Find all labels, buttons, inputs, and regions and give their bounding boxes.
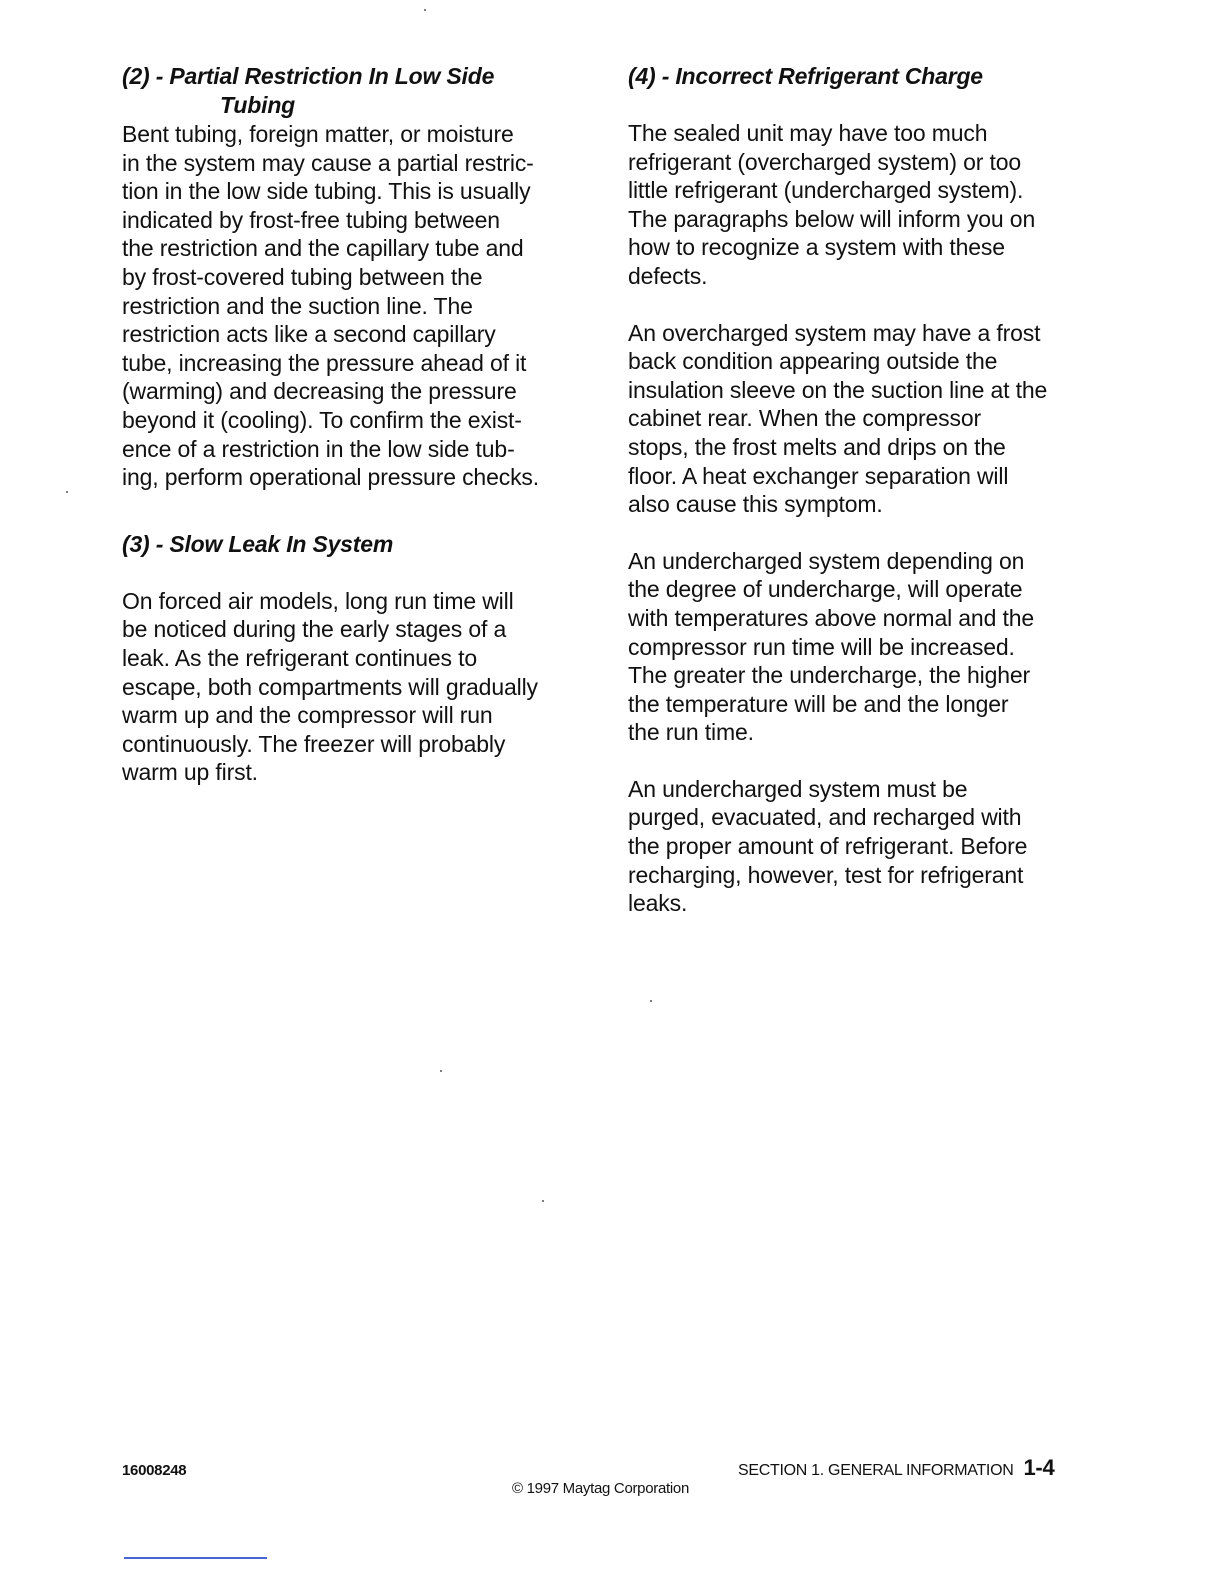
text-line: the degree of undercharge, will operate (628, 576, 1023, 603)
section-2-paragraph (122, 120, 600, 492)
scan-speck (66, 491, 68, 493)
text-line: ing, perform operational pressure checks. (122, 464, 540, 491)
scan-speck (424, 9, 426, 11)
text-line: recharging, however, test for refrigerant (628, 861, 1024, 888)
text-line: tube, increasing the pressure ahead of it (122, 349, 527, 376)
text-line: how to recognize a system with these (628, 234, 1005, 261)
text-line: warm up and the compressor will run (122, 702, 493, 729)
text-line: An overcharged system may have a frost (628, 319, 1041, 346)
section-4-paragraph-2 (628, 319, 1106, 519)
text-line: The sealed unit may have too much (628, 120, 988, 146)
text-line: leaks. (628, 890, 688, 917)
text-line: defects. (628, 262, 708, 289)
section-3-heading: (3) - Slow Leak In System (122, 530, 394, 557)
section-2-heading (122, 62, 600, 120)
section-4-heading: (4) - Incorrect Refrigerant Charge (628, 63, 983, 89)
text-line: be noticed during the early stages of a (122, 616, 507, 643)
text-line: tion in the low side tubing. This is usually (122, 178, 531, 205)
text-line: escape, both compartments will gradually (122, 673, 538, 700)
text-line: An undercharged system must be (628, 775, 968, 802)
page-number: 1-4 (1023, 1455, 1055, 1480)
section-label: SECTION 1. GENERAL INFORMATION (738, 1462, 1014, 1479)
text-line: cabinet rear. When the compressor (628, 405, 981, 432)
section-4-paragraph-4 (628, 775, 1106, 918)
text-line: in the system may cause a partial restric- (122, 149, 534, 176)
section-2-heading-line1: (2) - Partial Restriction In Low Side (122, 63, 495, 89)
text-line: stops, the frost melts and drips on the (628, 433, 1006, 460)
copyright: © 1997 Maytag Corporation (512, 1480, 689, 1497)
footer-rule (124, 1557, 267, 1559)
text-line: back condition appearing outside the (628, 348, 998, 375)
text-line: indicated by frost-free tubing between (122, 206, 500, 233)
text-line: An undercharged system depending on (628, 547, 1025, 574)
scan-speck (542, 1200, 544, 1202)
text-line: the restriction and the capillary tube and (122, 235, 524, 262)
text-line: compressor run time will be increased. (628, 633, 1015, 660)
right-column (628, 62, 1106, 918)
text-line: leak. As the refrigerant continues to (122, 644, 477, 671)
text-line: floor. A heat exchanger separation will (628, 462, 1009, 489)
left-column (122, 62, 600, 787)
text-line: restriction and the suction line. The (122, 292, 473, 319)
text-line: refrigerant (overcharged system) or too (628, 148, 1021, 175)
text-line: with temperatures above normal and the (628, 604, 1034, 631)
text-line: insulation sleeve on the suction line at the (628, 376, 1048, 403)
text-line: (warming) and decreasing the pressure (122, 378, 517, 405)
text-line: the run time. (628, 719, 754, 746)
text-line: restriction acts like a second capillary (122, 321, 496, 348)
scan-speck (440, 1070, 442, 1072)
section-4-paragraph-1 (628, 119, 1106, 291)
section-4-paragraph-3 (628, 547, 1106, 747)
section-2-heading-line2: Tubing (220, 92, 296, 118)
section-footer (738, 1455, 1054, 1481)
text-line: ence of a restriction in the low side tub- (122, 435, 515, 462)
text-line: Bent tubing, foreign matter, or moisture (122, 121, 514, 147)
text-line: purged, evacuated, and recharged with (628, 804, 1022, 831)
text-line: On forced air models, long run time will (122, 587, 514, 614)
text-line: little refrigerant (undercharged system). (628, 177, 1024, 204)
text-line: warm up first. (122, 759, 258, 786)
text-line: the temperature will be and the longer (628, 690, 1009, 717)
text-line: by frost-covered tubing between the (122, 263, 483, 290)
text-line: also cause this symptom. (628, 491, 883, 518)
document-number: 16008248 (122, 1462, 187, 1479)
text-line: continuously. The freezer will probably (122, 730, 506, 757)
text-line: The paragraphs below will inform you on (628, 205, 1036, 232)
text-line: The greater the undercharge, the higher (628, 662, 1031, 689)
section-3-paragraph (122, 587, 600, 787)
scan-speck (650, 1000, 652, 1002)
text-line: the proper amount of refrigerant. Before (628, 833, 1028, 860)
text-line: beyond it (cooling). To confirm the exist- (122, 406, 522, 433)
